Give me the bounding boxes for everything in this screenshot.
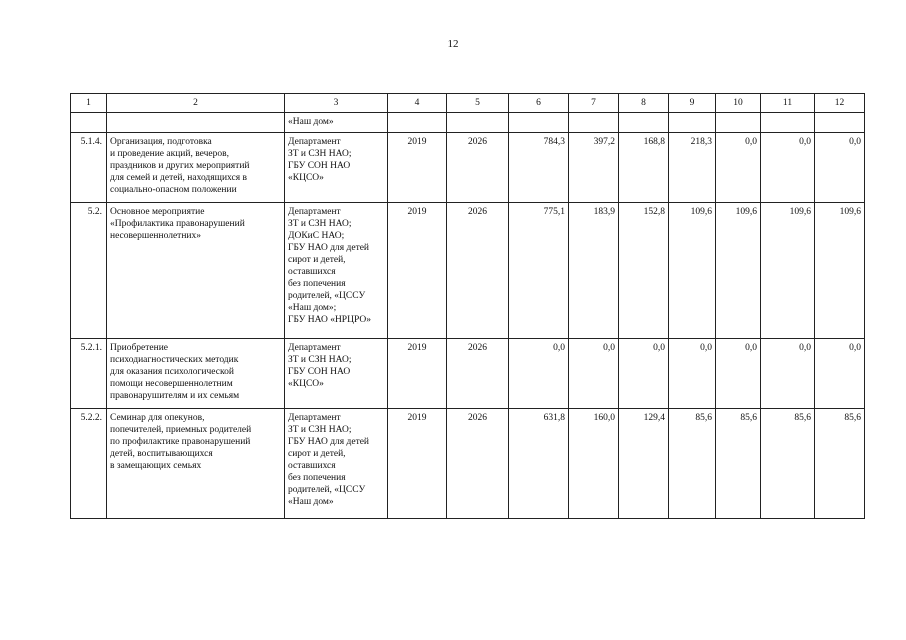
row-value-11: 0,0 xyxy=(761,133,815,203)
column-header: 4 xyxy=(388,94,447,113)
column-header: 1 xyxy=(71,94,107,113)
row-value-11: 85,6 xyxy=(761,409,815,519)
row-value-6: 631,8 xyxy=(509,409,569,519)
row-value-12: 0,0 xyxy=(815,339,865,409)
row-value-7: 160,0 xyxy=(569,409,619,519)
row-value-10: 0,0 xyxy=(716,339,761,409)
row-code: 5.2. xyxy=(71,203,107,339)
column-header: 5 xyxy=(447,94,509,113)
column-header: 7 xyxy=(569,94,619,113)
table-row xyxy=(71,339,865,409)
row-start-year: 2019 xyxy=(388,203,447,339)
row-value-7 xyxy=(569,113,619,133)
row-executor: Департамент ЗТ и СЗН НАО; ГБУ НАО для детей сирот и детей, оставшихся без попечения родителей, «ЦССУ «Наш дом» xyxy=(285,409,388,519)
row-value-8: 0,0 xyxy=(619,339,669,409)
row-start-year: 2019 xyxy=(388,409,447,519)
row-value-11: 109,6 xyxy=(761,203,815,339)
row-name xyxy=(107,113,285,133)
row-value-9: 85,6 xyxy=(669,409,716,519)
table-row xyxy=(71,133,865,203)
row-value-10: 85,6 xyxy=(716,409,761,519)
row-value-12: 109,6 xyxy=(815,203,865,339)
row-value-8: 168,8 xyxy=(619,133,669,203)
row-name: Организация, подготовка и проведение акций, вечеров, праздников и других мероприятий для семей и детей, находящихся в социально-опасном положении xyxy=(107,133,285,203)
row-end-year: 2026 xyxy=(447,339,509,409)
row-value-10: 0,0 xyxy=(716,133,761,203)
row-value-12: 85,6 xyxy=(815,409,865,519)
table-row xyxy=(71,203,865,339)
row-executor: «Наш дом» xyxy=(285,113,388,133)
row-value-11: 0,0 xyxy=(761,339,815,409)
table-header-row xyxy=(71,94,865,113)
row-value-6: 775,1 xyxy=(509,203,569,339)
row-start-year: 2019 xyxy=(388,339,447,409)
row-end-year xyxy=(447,113,509,133)
row-code xyxy=(71,113,107,133)
row-value-8: 129,4 xyxy=(619,409,669,519)
program-table xyxy=(70,93,865,519)
row-value-10: 109,6 xyxy=(716,203,761,339)
row-value-9: 218,3 xyxy=(669,133,716,203)
page-number: 12 xyxy=(447,38,459,50)
row-value-9: 0,0 xyxy=(669,339,716,409)
row-executor: Департамент ЗТ и СЗН НАО; ГБУ СОН НАО «КЦСО» xyxy=(285,133,388,203)
row-value-12 xyxy=(815,113,865,133)
row-code: 5.2.1. xyxy=(71,339,107,409)
row-name: Семинар для опекунов, попечителей, приемных родителей по профилактике правонарушений детей, воспитывающихся в замещающих семьях xyxy=(107,409,285,519)
row-value-9 xyxy=(669,113,716,133)
row-executor: Департамент ЗТ и СЗН НАО; ГБУ СОН НАО «КЦСО» xyxy=(285,339,388,409)
row-end-year: 2026 xyxy=(447,409,509,519)
row-value-6: 0,0 xyxy=(509,339,569,409)
row-name: Приобретение психодиагностических методик для оказания психологической помощи несовершеннолетним правонарушителям и их семьям xyxy=(107,339,285,409)
row-start-year: 2019 xyxy=(388,133,447,203)
column-header: 6 xyxy=(509,94,569,113)
row-value-11 xyxy=(761,113,815,133)
row-value-8: 152,8 xyxy=(619,203,669,339)
row-end-year: 2026 xyxy=(447,203,509,339)
row-value-10 xyxy=(716,113,761,133)
column-header: 11 xyxy=(761,94,815,113)
column-header: 2 xyxy=(107,94,285,113)
column-header: 9 xyxy=(669,94,716,113)
row-end-year: 2026 xyxy=(447,133,509,203)
row-value-6: 784,3 xyxy=(509,133,569,203)
row-executor: Департамент ЗТ и СЗН НАО; ДОКиС НАО; ГБУ НАО для детей сирот и детей, оставшихся без попечения родителей, «ЦССУ «Наш дом»; ГБУ НАО «НРЦРО» xyxy=(285,203,388,339)
table-row xyxy=(71,113,865,133)
column-header: 3 xyxy=(285,94,388,113)
row-value-9: 109,6 xyxy=(669,203,716,339)
row-value-7: 0,0 xyxy=(569,339,619,409)
row-start-year xyxy=(388,113,447,133)
column-header: 12 xyxy=(815,94,865,113)
row-value-12: 0,0 xyxy=(815,133,865,203)
row-value-8 xyxy=(619,113,669,133)
column-header: 8 xyxy=(619,94,669,113)
column-header: 10 xyxy=(716,94,761,113)
row-name: Основное мероприятие «Профилактика правонарушений несовершеннолетних» xyxy=(107,203,285,339)
row-value-7: 397,2 xyxy=(569,133,619,203)
table-row xyxy=(71,409,865,519)
row-value-6 xyxy=(509,113,569,133)
row-code: 5.2.2. xyxy=(71,409,107,519)
row-code: 5.1.4. xyxy=(71,133,107,203)
row-value-7: 183,9 xyxy=(569,203,619,339)
